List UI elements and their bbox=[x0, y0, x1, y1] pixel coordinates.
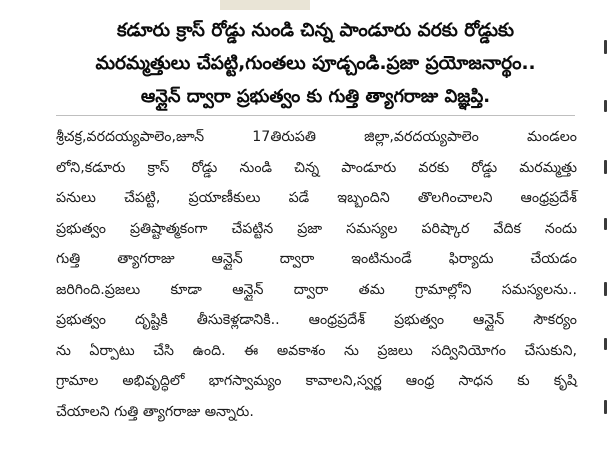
body-line: ప్రభుత్వం దృష్టికి తీసుకెళ్లడానికి.. ఆంధ్రప్రదేశ్ ప్రభుత్వం ఆన్లైన్ సౌకర్యం bbox=[56, 312, 577, 328]
headline-line-3: ఆన్లైన్ ద్వారా ప్రభుత్వం కు గుత్తి త్యాగరాజు విజ్ఞప్తి. bbox=[140, 86, 491, 107]
newspaper-clipping bbox=[52, 10, 579, 455]
body-line: పనులు చేపట్టి, ప్రయాణీకులు పడే ఇబ్బందిని తొలగించాలని ఆంధ్రప్రదేశ్ bbox=[56, 190, 577, 206]
edge-glyph bbox=[604, 400, 607, 414]
headline-line-1: కడూరు క్రాస్ రోడ్డు నుండి చిన్న పాండూరు వరకు రోడ్డుకు bbox=[116, 20, 515, 41]
edge-glyph bbox=[604, 338, 607, 350]
edge-glyph bbox=[604, 100, 607, 112]
edge-glyph bbox=[604, 160, 607, 174]
body-line-last: చేయాలని గుత్తి త్యాగరాజు అన్నారు. bbox=[56, 403, 254, 420]
edge-glyph bbox=[604, 218, 607, 230]
body-line: లోని,కడూరు క్రాస్ రోడ్డు నుండి చిన్న పాండూరు వరకు రోడ్డు మరమ్మత్తు bbox=[56, 159, 577, 176]
body-line: గుత్తి త్యాగరాజు ఆన్లైన్ ద్వారా ఇంటినుండే ఫిర్యాదు చేయడం bbox=[56, 251, 577, 267]
body-line: ప్రభుత్వం ప్రతిష్టాత్మకంగా చేపట్టిన ప్రజా సమస్యల పరిష్కార వేదిక నందు bbox=[56, 220, 577, 237]
headline-divider bbox=[56, 115, 575, 116]
body-line: శ్రీచక్ర,వరదయ్యపాలెం,జూన్ 17తిరుపతి జిల్లా,వరదయ్యపాలెం మండలం bbox=[56, 129, 577, 145]
edge-glyph bbox=[604, 282, 607, 296]
article-body bbox=[52, 122, 579, 427]
edge-glyph bbox=[604, 40, 607, 54]
headline-line-2: మరమ్మత్తులు చేపట్టి,గుంతలు పూడ్చండి.ప్రజా ప్రయోజనార్థం.. bbox=[95, 53, 536, 74]
body-line: ను ఏర్పాటు చేసి ఉంది. ఈ అవకాశం ను ప్రజలు సద్వినియోగం చేసుకుని, bbox=[56, 342, 577, 359]
headline bbox=[52, 14, 579, 113]
adjacent-column-edge bbox=[585, 0, 615, 465]
body-line: గ్రామాల అభివృద్ధిలో భాగస్వామ్యం కావాలని,స్వర్ణ ఆంధ్ర సాధన కు కృషి bbox=[56, 373, 577, 389]
body-line: జరిగింది.ప్రజలు కూడా ఆన్లైన్ ద్వారా తమ గ్రామాల్లోని సమస్యలను.. bbox=[56, 281, 577, 298]
